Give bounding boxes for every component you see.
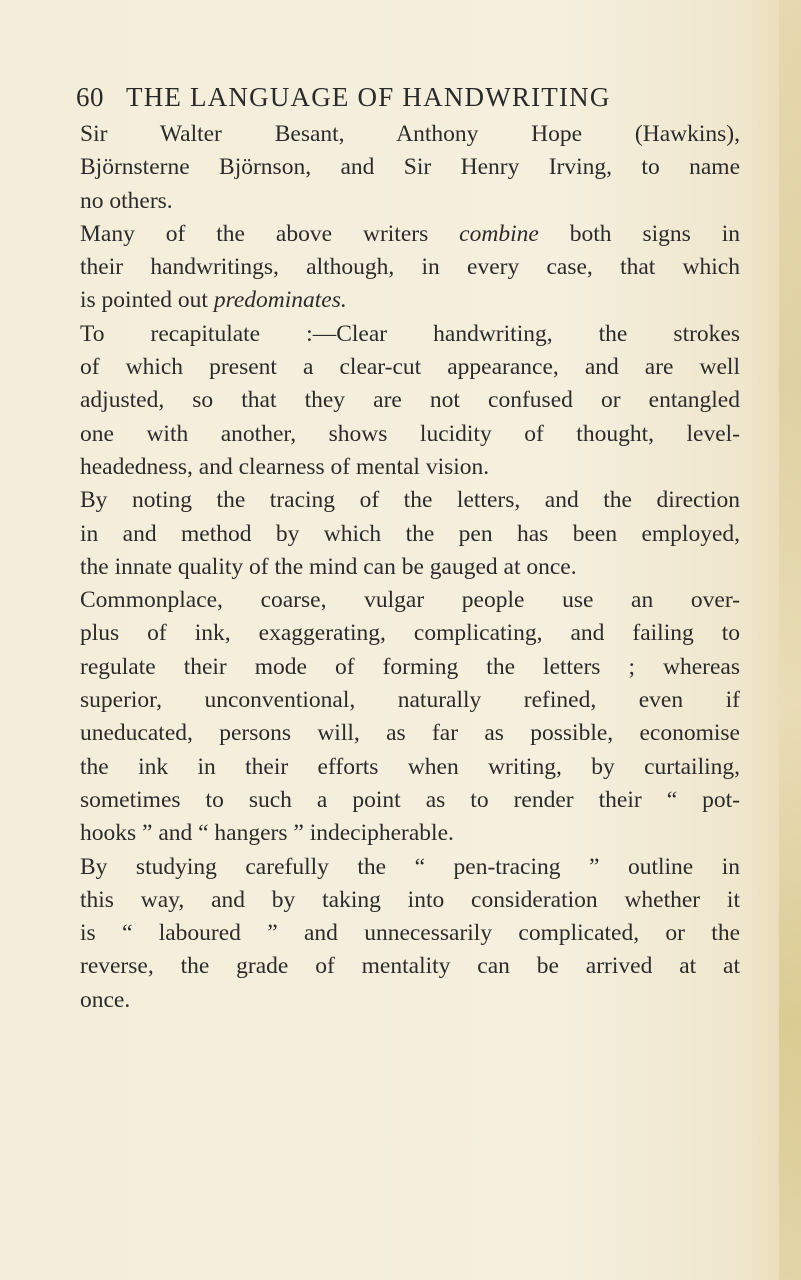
- emphasis-combine: combine: [459, 220, 539, 247]
- text-line: the innate quality of the mind can be gauged at once.: [80, 553, 577, 580]
- text-line-with-emphasis: Many of the above writers combine both signs in: [80, 220, 740, 247]
- text-line: is “ laboured ” and unnecessarily complicated, or the: [80, 920, 740, 947]
- page-number: 60: [76, 82, 104, 112]
- text-line: in and method by which the pen has been employed,: [80, 520, 740, 547]
- text-line: By noting the tracing of the letters, and the direction: [80, 487, 740, 514]
- text-line: the ink in their efforts when writing, by curtailing,: [80, 753, 740, 780]
- text-line: plus of ink, exaggerating, complicating, and failing to: [80, 620, 740, 647]
- text-line: once.: [80, 986, 131, 1013]
- text-line: Commonplace, coarse, vulgar people use an over-: [80, 587, 740, 614]
- text-line: adjusted, so that they are not confused or entangled: [80, 387, 740, 414]
- page-edge-discoloration: [779, 0, 801, 1280]
- body-text: [80, 118, 740, 1017]
- text-line: of which present a clear-cut appearance, and are well: [80, 354, 740, 381]
- text-line: headedness, and clearness of mental vision.: [80, 453, 490, 480]
- text-line: sometimes to such a point as to render their “ pot-: [80, 786, 740, 813]
- text-line-with-emphasis: is pointed out predominates.: [80, 287, 347, 314]
- text-line: hooks ” and “ hangers ” indecipherable.: [80, 820, 454, 847]
- text-line: superior, unconventional, naturally refined, even if: [80, 687, 740, 714]
- text-line: reverse, the grade of mentality can be arrived at at: [80, 953, 740, 980]
- text-line: Björnsterne Björnson, and Sir Henry Irving, to name: [80, 154, 740, 181]
- text-line: Sir Walter Besant, Anthony Hope (Hawkins),: [80, 121, 740, 147]
- text-line: their handwritings, although, in every case, that which: [80, 254, 740, 281]
- emphasis-predominates: predominates.: [213, 287, 347, 314]
- running-title: THE LANGUAGE OF HANDWRITING: [126, 82, 611, 112]
- text-line: To recapitulate :—Clear handwriting, the strokes: [80, 320, 740, 347]
- text-line: one with another, shows lucidity of thought, level-: [80, 420, 740, 447]
- text-line: no others.: [80, 187, 173, 214]
- text-line: this way, and by taking into consideration whether it: [80, 886, 740, 913]
- page-header: [76, 82, 611, 113]
- text-line: regulate their mode of forming the letters ; whereas: [80, 653, 740, 680]
- text-line: By studying carefully the “ pen-tracing ” outline in: [80, 853, 740, 880]
- text-line: uneducated, persons will, as far as possible, economise: [80, 720, 740, 747]
